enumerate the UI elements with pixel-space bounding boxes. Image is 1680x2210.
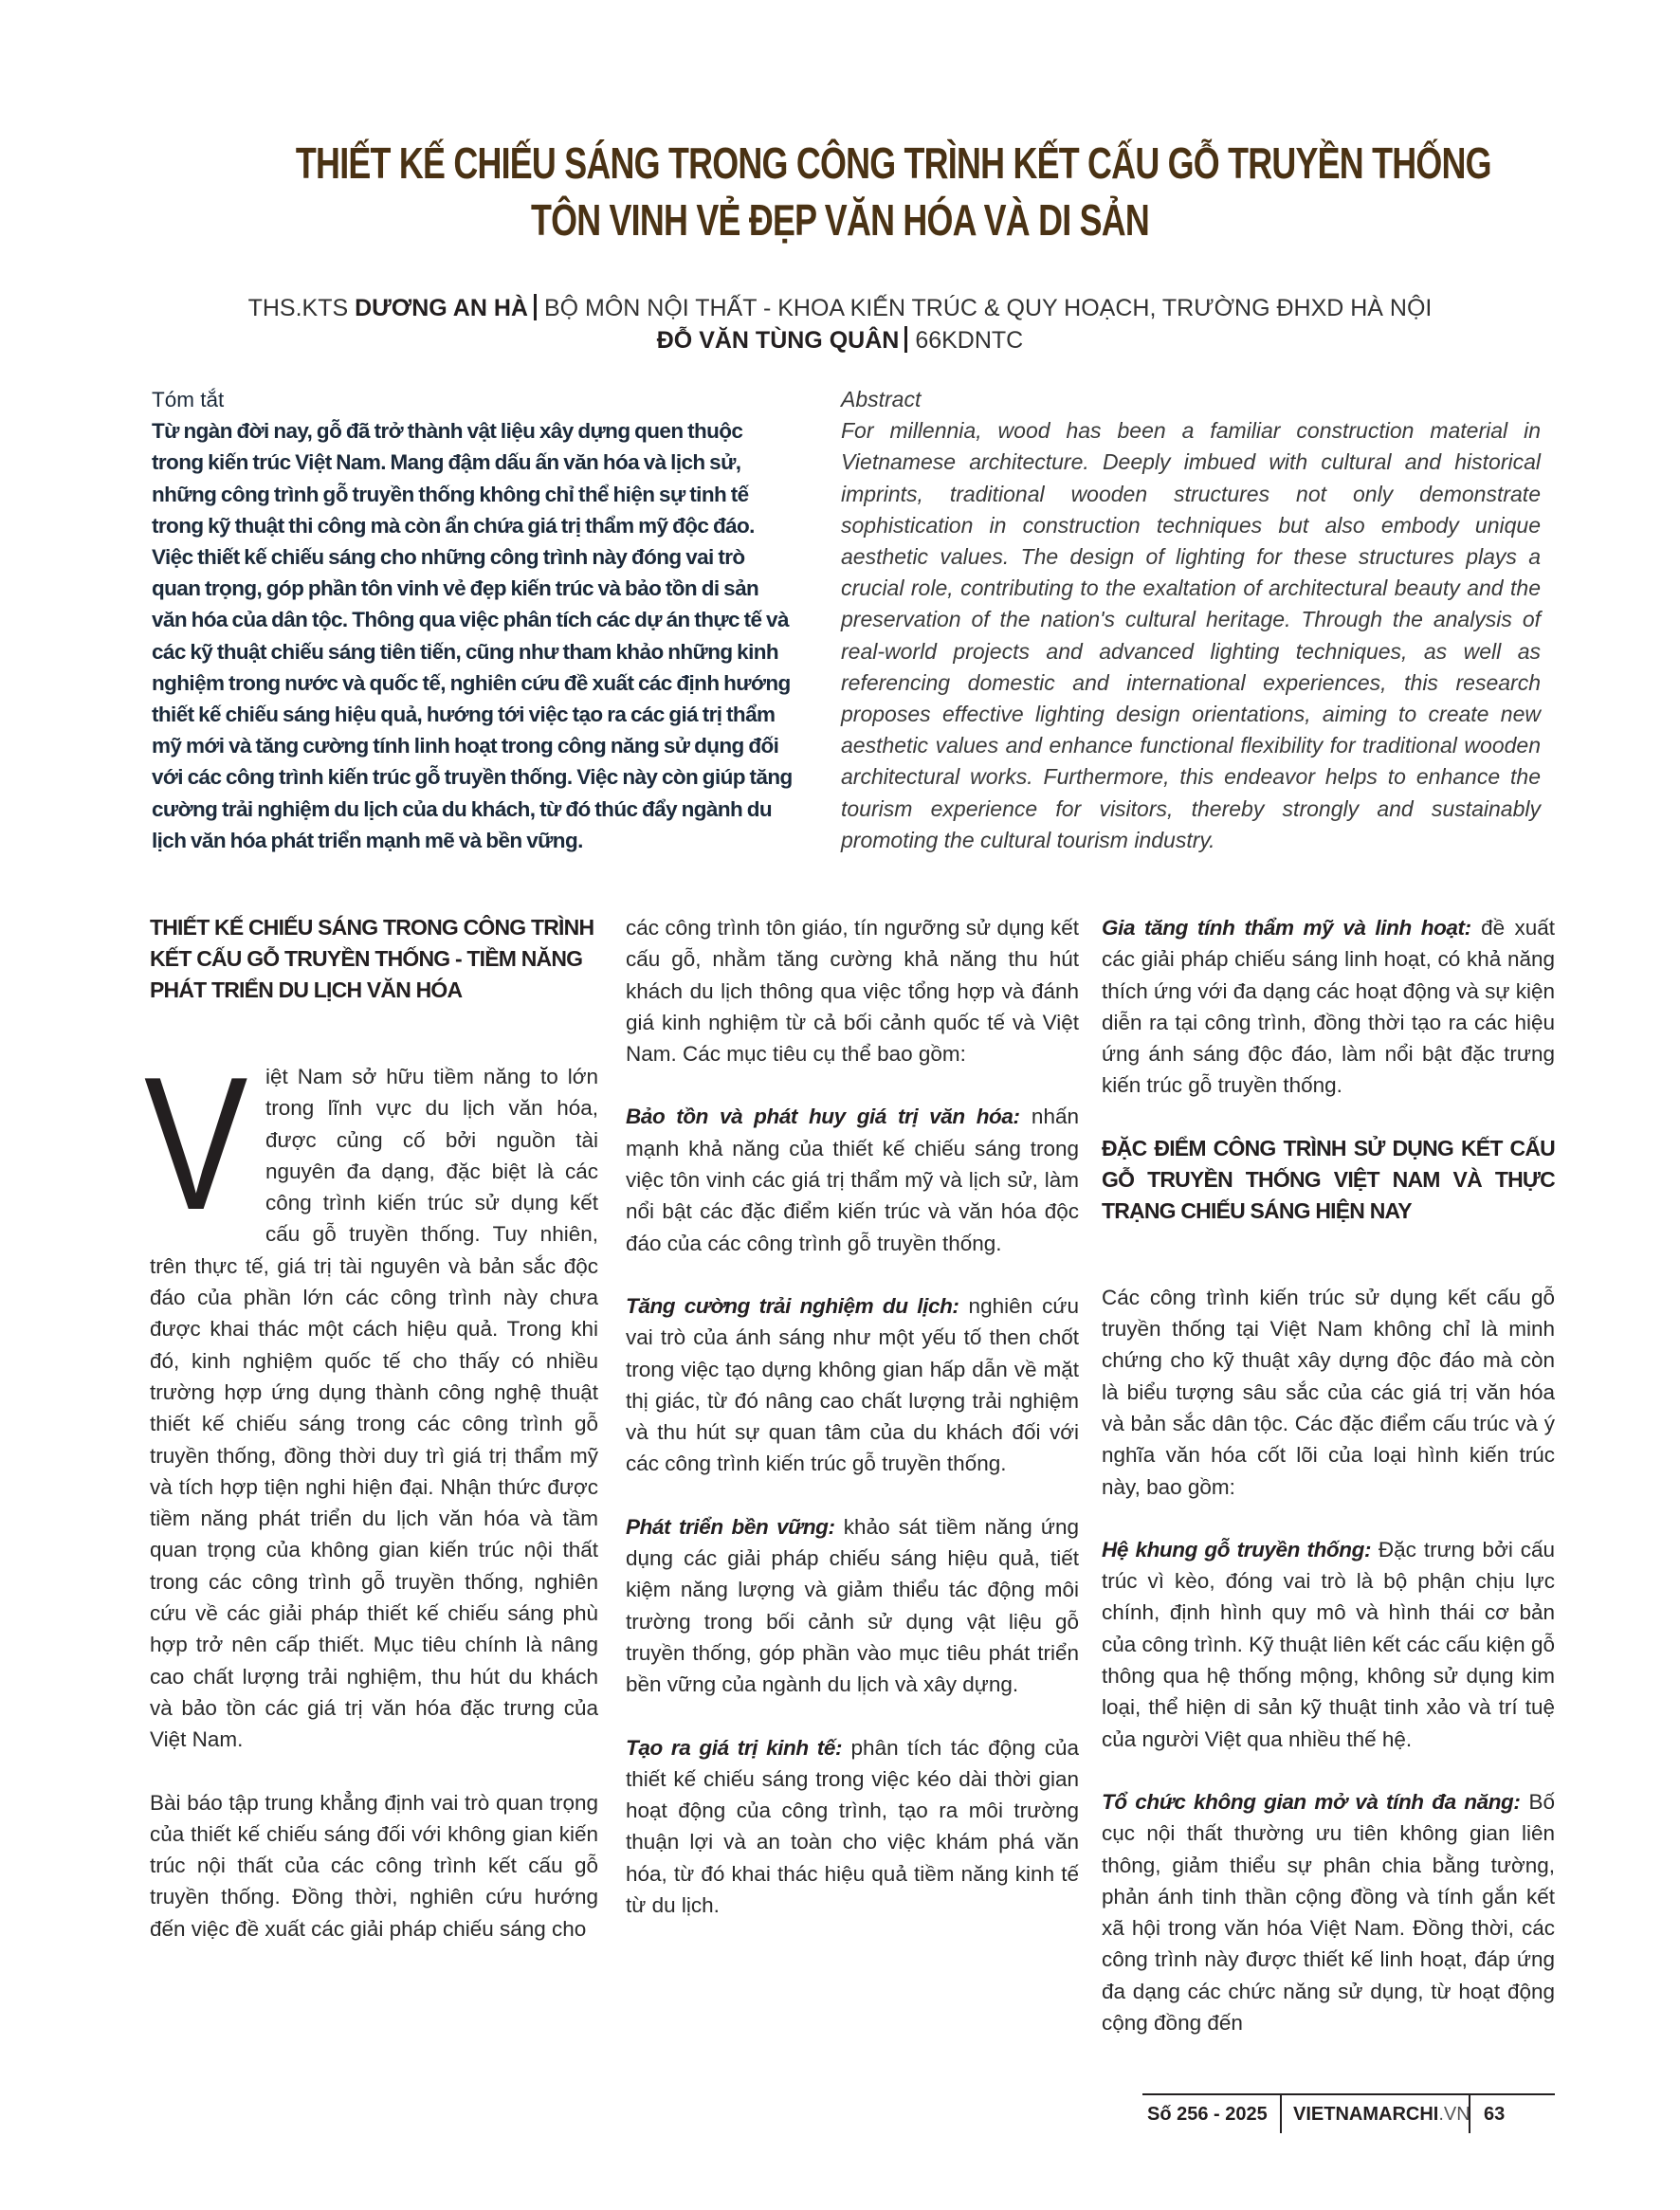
body-column-1 [144,912,598,1976]
issue-number: Số 256 - 2025 [1147,2103,1268,2125]
website-link[interactable] [1280,2095,1469,2133]
author-separator [904,326,907,353]
author-separator [534,294,537,320]
body-column-3 [1102,912,1555,2070]
body-paragraph [144,1038,598,1756]
abstract-en-body: For millennia, wood has been a familiar construction material in Vietnamese architecture. Deeply imbued with cultural and historical imprints, traditional wooden structures not only demonstrate sophistication in construction techniques but also embody unique aesthetic values. The design of lighting for these structures plays a crucial role, contributing to the exaltation of architectural beauty and the preservation of the nation's cultural heritage. Through the analysis of real-world projects and advanced lighting techniques, as well as referencing domestic and international experiences, this research proposes effective lighting design orientations, aiming to create new aesthetic values and enhance functional flexibility for traditional wooden architectural works. Furthermore, this endeavor helps to enhance the tourism experience for visitors, thereby strongly and sustainably promoting the cultural tourism industry. [841,418,1541,852]
objective-item [626,1511,1079,1701]
feature-item [1102,1786,1555,2038]
objective-lead: Tạo ra giá trị kinh tế: [626,1735,843,1760]
objective-item [626,1732,1079,1922]
author-affiliation: 66KDNTC [915,327,1024,354]
objective-lead: Tăng cường trải nghiệm du lịch: [626,1293,959,1318]
abstract-vi-body: Từ ngàn đời nay, gỗ đã trở thành vật liệu xây dựng quen thuộc trong kiến trúc Việt Nam. Mang đậm dấu ấn văn hóa và lịch sử, những công trình gỗ truyền thống không chỉ thể hiện sự tinh tế trong kỹ thuật thi công mà còn ẩn chứa giá trị thẩm mỹ độc đáo. Việc thiết kế chiếu sáng cho những công trình này đóng vai trò quan trọng, góp phần tôn vinh vẻ đẹp kiến trúc và bảo tồn di sản văn hóa của dân tộc. Thông qua việc phân tích các dự án thực tế và các kỹ thuật chiếu sáng tiên tiến, cũng như tham khảo những kinh nghiệm trong nước và quốc tế, nghiên cứu đề xuất các định hướng thiết kế chiếu sáng hiệu quả, hướng tới việc tạo ra các giá trị thẩm mỹ mới và tăng cường tính linh hoạt trong công năng sử dụng đối với các công trình kiến trúc gỗ truyền thống. Việc này còn giúp tăng cường trải nghiệm du lịch của du khách, từ đó thúc đẩy ngành du lịch văn hóa phát triển mạnh mẽ và bền vững. [152,419,793,852]
author-name: ĐỖ VĂN TÙNG QUÂN [656,327,900,354]
objective-lead: Gia tăng tính thẩm mỹ và linh hoạt: [1102,916,1471,940]
author-row [142,324,1538,356]
body-column-2 [626,912,1079,1952]
website-domain: .VN [1438,2103,1470,2125]
article-title [295,135,1491,248]
author-prefix: THS.KTS [247,295,356,321]
author-name: DƯƠNG AN HÀ [355,295,528,321]
objective-lead: Bảo tồn và phát huy giá trị văn hóa: [626,1105,1020,1129]
body-paragraph: Các công trình kiến trúc sử dụng kết cấu gỗ truyền thống tại Việt Nam không chỉ là minh chứng cho kỹ thuật xây dựng độc đáo mà còn là biểu tượng sâu sắc của các giá trị văn hóa và bản sắc dân tộc. Các đặc điểm cấu trúc và ý nghĩa văn hóa cốt lõi của loại hình kiến trúc này, bao gồm: [1102,1285,1555,1499]
body-paragraph: Bài báo tập trung khẳng định vai trò quan trọng của thiết kế chiếu sáng đối với không gian kiến trúc nội thất của các công trình kết cấu gỗ truyền thống. Đồng thời, nghiên cứu hướng đến việc đề xuất các giải pháp chiếu sáng cho [150,1790,598,1941]
objective-item [1102,912,1555,1102]
objective-text: phân tích tác động của thiết kế chiếu sáng trong việc kéo dài thời gian hoạt động của công trình, tạo ra môi trường thuận lợi và an toàn cho việc khám phá văn hóa, từ đó khai thác hiệu quả tiềm năng kinh tế từ du lịch. [626,1735,1080,1918]
feature-item [1102,1534,1555,1755]
objective-lead: Phát triển bền vững: [626,1514,835,1539]
objective-item [626,1101,1079,1258]
abstract-vi-heading: Tóm tắt [152,388,225,411]
author-block [142,292,1538,356]
objective-text: nhấn mạnh khả năng của thiết kế chiếu sáng trong việc tôn vinh các giá trị thẩm mỹ và lịch sử, làm nổi bật các đặc điểm kiến trúc và văn hóa độc đáo của các công trình gỗ truyền thống. [626,1105,1079,1255]
article-title-line-2: TÔN VINH VẺ ĐẸP VĂN HÓA VÀ DI SẢN [530,195,1150,245]
paragraph-text: iệt Nam sở hữu tiềm năng to lớn trong lĩnh vực du lịch văn hóa, được củng cố bởi nguồn tài nguyên đa dạng, đặc biệt là các công trình kiến trúc sử dụng kết cấu gỗ truyền thống. Tuy nhiên, trên thực tế, giá trị tài nguyên và bản sắc độc đáo của phần lớn các công trình này chưa được khai thác một cách hiệu quả. Trong khi đó, kinh nghiệm quốc tế cho thấy có nhiều trường hợp ứng dụng thành công nghệ thuật thiết kế chiếu sáng trong các công trình gỗ truyền thống, đồng thời duy trì giá trị thẩm mỹ và tích hợp tiện nghi hiện đại. Nhận thức được tiềm năng phát triển du lịch văn hóa và tầm quan trọng của không gian kiến trúc nội thất trong các công trình gỗ truyền thống, nghiên cứu về các giải pháp thiết kế chiếu sáng phù hợp trở nên cấp thiết. Mục tiêu chính là nâng cao chất lượng trải nghiệm, thu hút du khách và bảo tồn các giá trị văn hóa đặc trưng của Việt Nam. [150,1065,598,1752]
drop-cap: V [144,1038,248,1250]
objective-item [626,1290,1079,1480]
abstract-vietnamese [152,384,796,856]
section-heading: THIẾT KẾ CHIẾU SÁNG TRONG CÔNG TRÌNH KẾT CẤU GỖ TRUYỀN THỐNG - TIỀM NĂNG PHÁT TRIỂN DU LỊCH VĂN HÓA [150,915,594,1002]
feature-text: Đặc trưng bởi cấu trúc vì kèo, đóng vai trò là bộ phận chịu lực chính, định hình quy mô và hình thái cơ bản của công trình. Kỹ thuật liên kết các cấu kiện gỗ thông qua hệ thống mộng, không sử dụng kim loại, thể hiện di sản kỹ thuật tinh xảo và trí tuệ của người Việt qua nhiều thế hệ. [1102,1537,1555,1751]
feature-lead: Tổ chức không gian mở và tính đa năng: [1102,1789,1521,1814]
website-name: VIETNAMARCHI [1293,2103,1439,2125]
article-title-line-1: THIẾT KẾ CHIẾU SÁNG TRONG CÔNG TRÌNH KẾT CẤU GỖ TRUYỀN THỐNG [295,138,1491,188]
author-row [142,292,1538,324]
objective-text: đề xuất các giải pháp chiếu sáng linh hoạt, có khả năng thích ứng với đa dạng các hoạt động và sự kiện diễn ra tại công trình, đồng thời tạo ra các hiệu ứng ánh sáng độc đáo, làm nổi bật đặc trưng kiến trúc gỗ truyền thống. [1102,916,1555,1098]
objective-text: nghiên cứu vai trò của ánh sáng như một yếu tố then chốt trong việc tạo dựng không gian hấp dẫn về mặt thị giác, từ đó nâng cao chất lượng trải nghiệm và thu hút sự quan tâm của du khách đối với các công trình kiến trúc gỗ truyền thống. [626,1293,1079,1476]
feature-lead: Hệ khung gỗ truyền thống: [1102,1537,1372,1562]
objective-text: khảo sát tiềm năng ứng dụng các giải pháp chiếu sáng hiệu quả, tiết kiệm năng lượng và giảm thiểu tác động môi trường trong bối cảnh sử dụng vật liệu gỗ truyền thống, góp phần vào mục tiêu phát triển bền vững của ngành du lịch và xây dựng. [626,1514,1079,1697]
abstract-english [841,384,1541,856]
section-heading: ĐẶC ĐIỂM CÔNG TRÌNH SỬ DỤNG KẾT CẤU GỖ TRUYỀN THỐNG VIỆT NAM VÀ THỰC TRẠNG CHIẾU SÁNG HIỆN NAY [1102,1135,1555,1223]
page-footer [1142,2093,1555,2133]
abstract-en-heading: Abstract [841,387,922,411]
author-affiliation: BỘ MÔN NỘI THẤT - KHOA KIẾN TRÚC & QUY HOẠCH, TRƯỜNG ĐHXD HÀ NỘI [543,295,1433,321]
feature-text: Bố cục nội thất thường ưu tiên không gian liên thông, giảm thiểu sự phân chia bằng tường, phản ánh tinh thần cộng đồng và tính gắn kết xã hội trong văn hóa Việt Nam. Đồng thời, các công trình này được thiết kế linh hoạt, đáp ứng đa dạng các chức năng sử dụng, từ hoạt động cộng đồng đến [1102,1789,1555,2036]
body-paragraph: các công trình tôn giáo, tín ngưỡng sử dụng kết cấu gỗ, nhằm tăng cường khả năng thu hút khách du lịch thông qua việc tổng hợp và đánh giá kinh nghiệm từ cả bối cảnh quốc tế và Việt Nam. Các mục tiêu cụ thể bao gồm: [626,916,1079,1067]
page-number: 63 [1469,2095,1505,2133]
